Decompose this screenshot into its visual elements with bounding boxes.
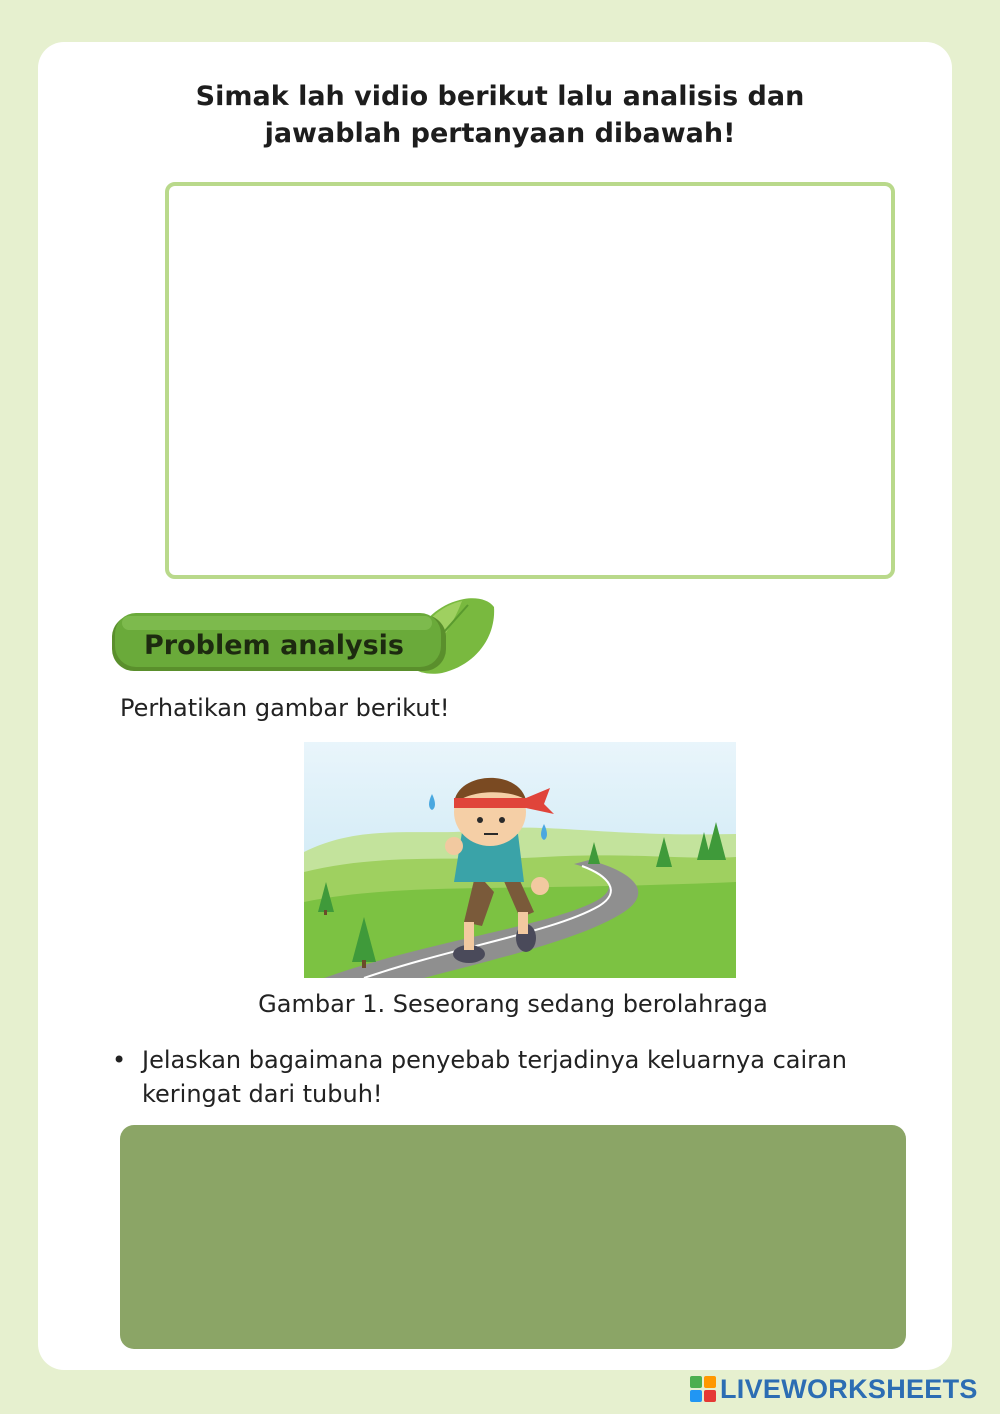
brand-logo xyxy=(690,1372,978,1406)
figure-caption: Gambar 1. Seseorang sedang berolahraga xyxy=(258,990,768,1018)
picture-prompt: Perhatikan gambar berikut! xyxy=(120,694,450,722)
brand-name: LIVEWORKSHEETS xyxy=(720,1373,978,1404)
instruction-line-1: Simak lah vidio berikut lalu analisis dan xyxy=(195,81,805,112)
instruction-line-2: jawablah pertanyaan dibawah! xyxy=(264,118,736,149)
question-text: Jelaskan bagaimana penyebab terjadinya keluarnya cairan keringat dari tubuh! xyxy=(142,1046,847,1108)
answer-textbox[interactable] xyxy=(120,1125,906,1349)
section-title: Problem analysis xyxy=(144,630,404,661)
section-banner xyxy=(112,593,502,683)
question-item xyxy=(112,1043,902,1111)
bullet-icon: • xyxy=(112,1046,127,1074)
liveworksheets-logo-icon xyxy=(690,1376,716,1402)
running-boy-illustration xyxy=(304,742,736,978)
instruction-heading xyxy=(130,78,870,152)
running-boy-image xyxy=(304,742,736,978)
video-embed-frame[interactable] xyxy=(165,182,895,579)
